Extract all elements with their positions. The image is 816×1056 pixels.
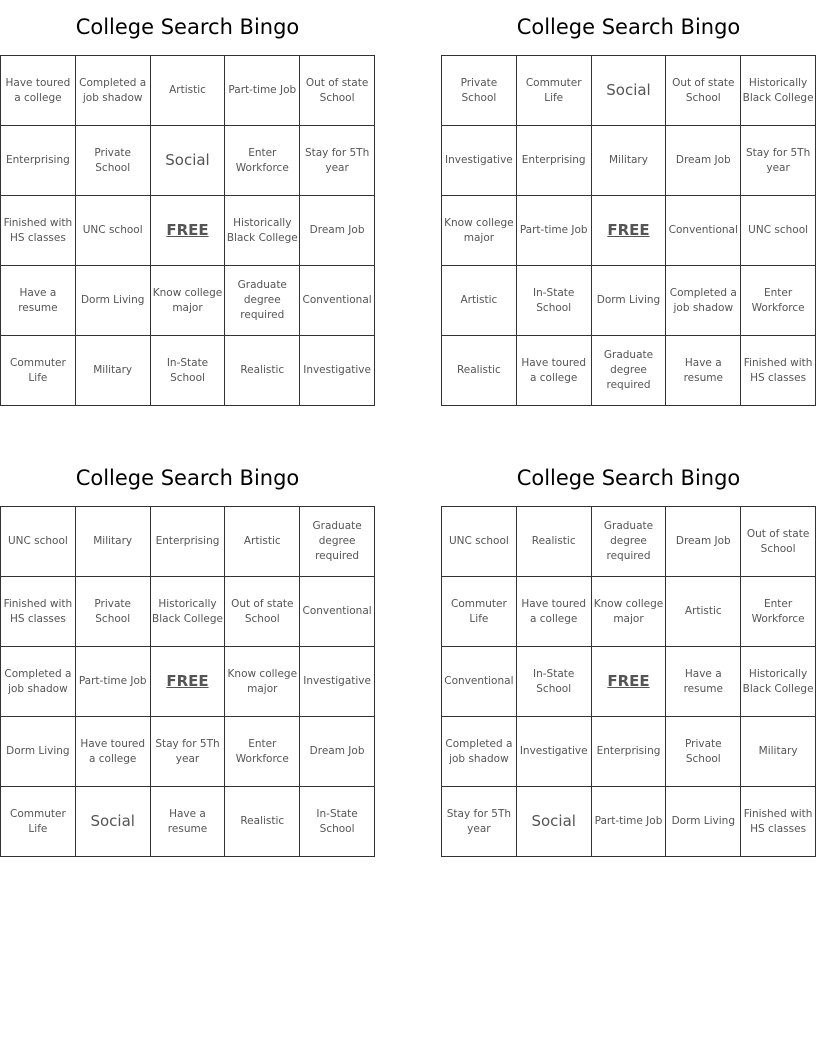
bingo-cell: Completed a job shadow bbox=[76, 56, 151, 126]
bingo-grid bbox=[0, 55, 375, 406]
bingo-cell: Part-time Job bbox=[592, 787, 667, 857]
free-space-cell: FREE bbox=[592, 647, 667, 717]
bingo-cell: Enterprising bbox=[1, 126, 76, 196]
free-space-cell: FREE bbox=[592, 196, 667, 266]
bingo-cell: Private School bbox=[442, 56, 517, 126]
bingo-cell: Stay for 5Th year bbox=[151, 717, 226, 787]
bingo-cell: Commuter Life bbox=[517, 56, 592, 126]
bingo-cell: Stay for 5Th year bbox=[741, 126, 816, 196]
bingo-cell: Conventional bbox=[442, 647, 517, 717]
bingo-cell: Have toured a college bbox=[76, 717, 151, 787]
bingo-cell: Graduate degree required bbox=[300, 507, 375, 577]
bingo-cell: Enter Workforce bbox=[225, 126, 300, 196]
bingo-cell: In-State School bbox=[151, 336, 226, 406]
bingo-cell: Historically Black College bbox=[151, 577, 226, 647]
bingo-cell: Social bbox=[76, 787, 151, 857]
bingo-card-4 bbox=[441, 451, 816, 835]
bingo-cell: Social bbox=[592, 56, 667, 126]
card-title: College Search Bingo bbox=[75, 466, 300, 490]
bingo-grid bbox=[0, 506, 375, 857]
bingo-cell: Graduate degree required bbox=[225, 266, 300, 336]
free-space-cell: FREE bbox=[151, 647, 226, 717]
bingo-card-3 bbox=[0, 451, 375, 835]
bingo-cell: In-State School bbox=[517, 647, 592, 717]
bingo-cell: In-State School bbox=[517, 266, 592, 336]
bingo-cell: Dream Job bbox=[300, 717, 375, 787]
bingo-cell: Realistic bbox=[442, 336, 517, 406]
bingo-cell: Stay for 5Th year bbox=[300, 126, 375, 196]
bingo-card-2 bbox=[441, 0, 816, 391]
bingo-cell: Enterprising bbox=[517, 126, 592, 196]
bingo-cell: Conventional bbox=[300, 266, 375, 336]
bingo-cell: Completed a job shadow bbox=[1, 647, 76, 717]
bingo-cell: Dream Job bbox=[666, 507, 741, 577]
bingo-cell: Have toured a college bbox=[1, 56, 76, 126]
bingo-cell: Realistic bbox=[517, 507, 592, 577]
bingo-cell: Private School bbox=[76, 577, 151, 647]
bingo-cell: Investigative bbox=[442, 126, 517, 196]
bingo-cell: Completed a job shadow bbox=[666, 266, 741, 336]
bingo-cell: Graduate degree required bbox=[592, 336, 667, 406]
bingo-cell: Have toured a college bbox=[517, 336, 592, 406]
bingo-cell: UNC school bbox=[76, 196, 151, 266]
bingo-cell: UNC school bbox=[442, 507, 517, 577]
bingo-cell: Conventional bbox=[666, 196, 741, 266]
bingo-cell: Historically Black College bbox=[741, 56, 816, 126]
bingo-cell: Know college major bbox=[151, 266, 226, 336]
bingo-cell: Know college major bbox=[442, 196, 517, 266]
bingo-cell: Part-time Job bbox=[225, 56, 300, 126]
bingo-cell: Artistic bbox=[442, 266, 517, 336]
bingo-cell: Out of state School bbox=[225, 577, 300, 647]
bingo-cell: Investigative bbox=[300, 336, 375, 406]
bingo-cell: Realistic bbox=[225, 336, 300, 406]
bingo-cell: Dorm Living bbox=[592, 266, 667, 336]
bingo-cell: Artistic bbox=[151, 56, 226, 126]
bingo-cell: Out of state School bbox=[300, 56, 375, 126]
bingo-cell: Dorm Living bbox=[666, 787, 741, 857]
bingo-cell: Dorm Living bbox=[1, 717, 76, 787]
bingo-cell: Part-time Job bbox=[517, 196, 592, 266]
bingo-cell: Military bbox=[76, 336, 151, 406]
bingo-cell: Completed a job shadow bbox=[442, 717, 517, 787]
bingo-cell: Commuter Life bbox=[442, 577, 517, 647]
bingo-cell: Out of state School bbox=[666, 56, 741, 126]
bingo-cell: Enterprising bbox=[592, 717, 667, 787]
bingo-cell: Stay for 5Th year bbox=[442, 787, 517, 857]
bingo-cell: Enter Workforce bbox=[225, 717, 300, 787]
bingo-cell: UNC school bbox=[741, 196, 816, 266]
bingo-cell: Historically Black College bbox=[225, 196, 300, 266]
bingo-grid bbox=[441, 506, 816, 857]
card-title: College Search Bingo bbox=[75, 15, 300, 39]
bingo-cell: Have a resume bbox=[666, 336, 741, 406]
bingo-cell: Artistic bbox=[666, 577, 741, 647]
bingo-cell: Enter Workforce bbox=[741, 577, 816, 647]
bingo-cell: Dream Job bbox=[300, 196, 375, 266]
bingo-cell: Dorm Living bbox=[76, 266, 151, 336]
bingo-cell: Finished with HS classes bbox=[1, 577, 76, 647]
bingo-cell: Know college major bbox=[592, 577, 667, 647]
bingo-cell: Private School bbox=[76, 126, 151, 196]
card-title: College Search Bingo bbox=[516, 15, 741, 39]
bingo-cell: Commuter Life bbox=[1, 787, 76, 857]
bingo-cell: Have a resume bbox=[1, 266, 76, 336]
bingo-cell: Dream Job bbox=[666, 126, 741, 196]
bingo-cell: Private School bbox=[666, 717, 741, 787]
bingo-cell: Military bbox=[741, 717, 816, 787]
bingo-cell: Enterprising bbox=[151, 507, 226, 577]
bingo-cell: Finished with HS classes bbox=[1, 196, 76, 266]
bingo-cell: Enter Workforce bbox=[741, 266, 816, 336]
free-space-cell: FREE bbox=[151, 196, 226, 266]
bingo-cell: Artistic bbox=[225, 507, 300, 577]
card-title: College Search Bingo bbox=[516, 466, 741, 490]
bingo-grid bbox=[441, 55, 816, 406]
bingo-cell: Graduate degree required bbox=[592, 507, 667, 577]
bingo-cell: UNC school bbox=[1, 507, 76, 577]
bingo-cell: Military bbox=[76, 507, 151, 577]
bingo-cell: Social bbox=[517, 787, 592, 857]
bingo-cell: Investigative bbox=[517, 717, 592, 787]
bingo-cell: Know college major bbox=[225, 647, 300, 717]
bingo-cell: Commuter Life bbox=[1, 336, 76, 406]
bingo-cell: Social bbox=[151, 126, 226, 196]
bingo-cell: Have a resume bbox=[151, 787, 226, 857]
bingo-cell: Finished with HS classes bbox=[741, 787, 816, 857]
bingo-cell: Investigative bbox=[300, 647, 375, 717]
bingo-cell: Part-time Job bbox=[76, 647, 151, 717]
bingo-cell: Military bbox=[592, 126, 667, 196]
bingo-cell: Out of state School bbox=[741, 507, 816, 577]
bingo-card-1 bbox=[0, 0, 375, 384]
bingo-cell: Have a resume bbox=[666, 647, 741, 717]
bingo-cell: In-State School bbox=[300, 787, 375, 857]
bingo-cell: Conventional bbox=[300, 577, 375, 647]
bingo-cell: Realistic bbox=[225, 787, 300, 857]
bingo-cell: Have toured a college bbox=[517, 577, 592, 647]
bingo-cell: Finished with HS classes bbox=[741, 336, 816, 406]
bingo-cell: Historically Black College bbox=[741, 647, 816, 717]
